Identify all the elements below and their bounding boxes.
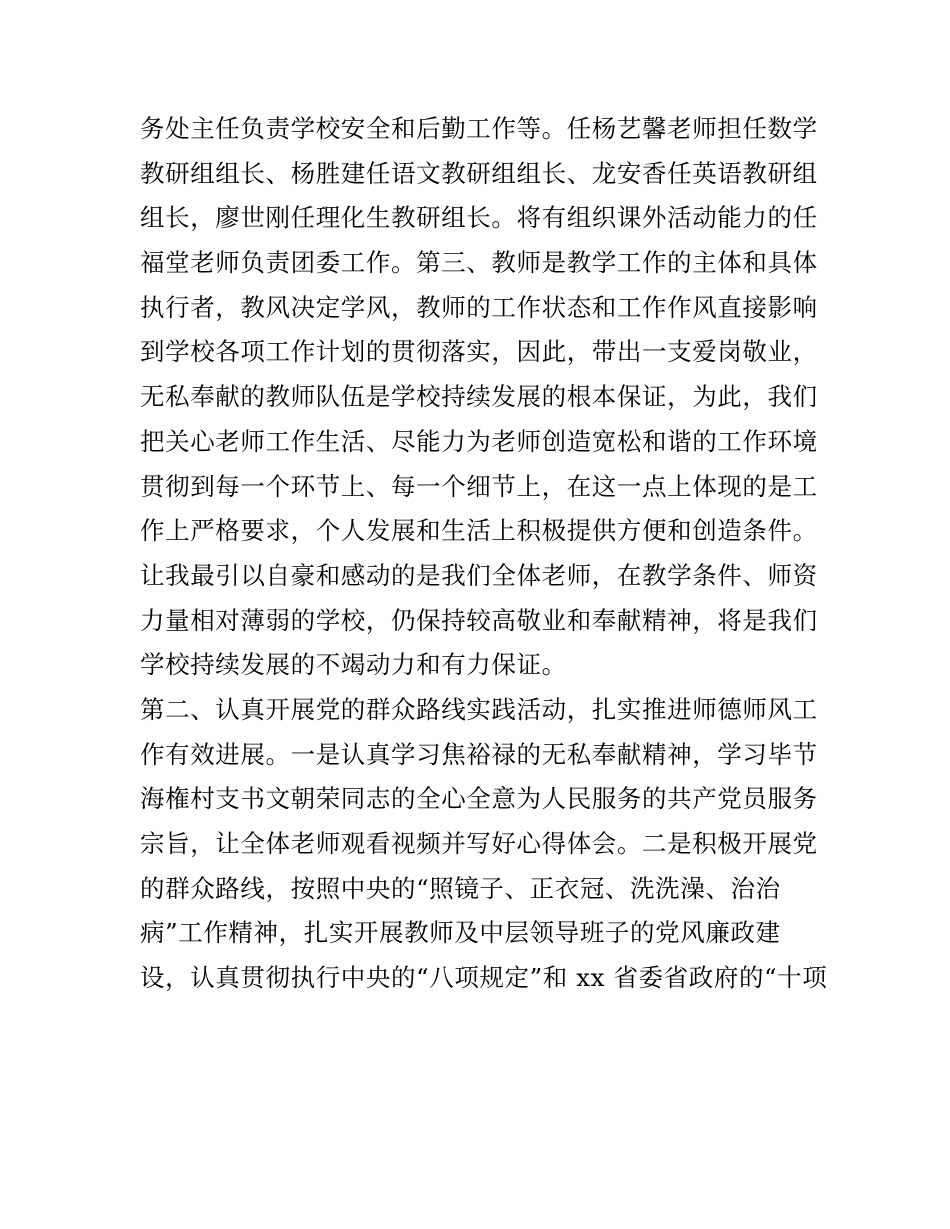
text-line: 福堂老师负责团委工作。第三、教师是教学工作的主体和具体 xyxy=(140,248,818,278)
text-line: 学校持续发展的不竭动力和有力保证。 xyxy=(140,650,567,680)
text-line: 教研组组长、杨胜建任语文教研组组长、龙安香任英语教研组 xyxy=(140,158,818,188)
text-line: 作有效进展。一是认真学习焦裕禄的无私奉献精神，学习毕节 xyxy=(140,739,818,769)
text-line: 力量相对薄弱的学校，仍保持较高敬业和奉献精神，将是我们 xyxy=(140,605,818,635)
text-line: 组长，廖世刚任理化生教研组长。将有组织课外活动能力的任 xyxy=(140,203,818,233)
text-line: 病”工作精神，扎实开展教师及中层领导班子的党风廉政建 xyxy=(140,918,781,948)
text-line: 贯彻到每一个环节上、每一个细节上，在这一点上体现的是工 xyxy=(140,471,818,501)
text-line: 设，认真贯彻执行中央的“八项规定”和 xx 省委省政府的“十项 xyxy=(140,963,828,993)
text-line: 让我最引以自豪和感动的是我们全体老师，在教学条件、师资 xyxy=(140,560,818,590)
text-line: 第二、认真开展党的群众路线实践活动，扎实推进师德师风工 xyxy=(140,694,818,724)
text-line: 务处主任负责学校安全和后勤工作等。任杨艺馨老师担任数学 xyxy=(140,114,818,143)
text-line: 作上严格要求，个人发展和生活上积极提供方便和创造条件。 xyxy=(140,516,818,546)
text-line: 把关心老师工作生活、尽能力为老师创造宽松和谐的工作环境 xyxy=(140,426,818,456)
text-line: 海権村支书文朝荣同志的全心全意为人民服务的共产党员服务 xyxy=(140,784,818,814)
text-line: 的群众路线，按照中央的“照镜子、正衣冠、洗洗澡、治治 xyxy=(140,873,781,903)
text-line: 到学校各项工作计划的贯彻落实，因此，带出一支爱岗敬业， xyxy=(140,337,818,367)
text-line: 无私奉献的教师队伍是学校持续发展的根本保证，为此，我们 xyxy=(140,382,818,412)
text-line: 宗旨，让全体老师观看视频并写好心得体会。二是积极开展党 xyxy=(140,829,818,858)
text-line: 执行者，教风决定学风，教师的工作状态和工作作风直接影响 xyxy=(140,292,818,322)
body-text xyxy=(140,107,830,1001)
